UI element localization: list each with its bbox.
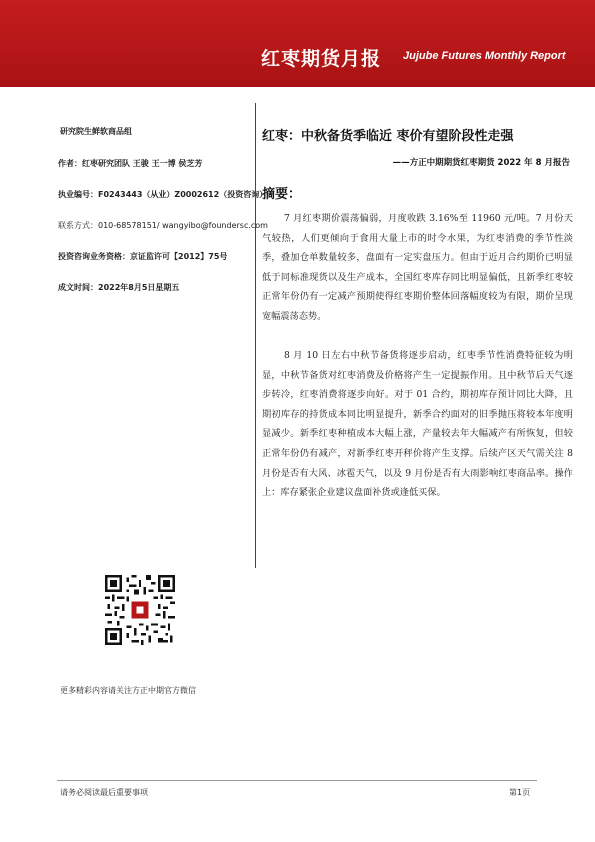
- qr-caption: 更多精彩内容请关注方正中期官方微信: [60, 686, 196, 695]
- header-banner: [0, 0, 595, 87]
- institute-label: 研究院生鲜软商品组: [60, 127, 132, 136]
- abstract-paragraph-1: 7 月红枣期价震荡偏弱，月度收跌 3.16%至 11960 元/吨。7 月份天气较热，人们更倾向于食用大量上市的时令水果，为红枣消费的季节性淡季，叠加仓单数量较多，盘面有一定实盘压力。但由于近月合约期价已明显低于同标准现货以及生产成本，全国红枣库存同比明显偏低，且新季红枣较正常年份仍有一定减产预期使得红枣期价整体回落幅度较为有限，期价呈现宽幅震荡态势。: [262, 213, 573, 322]
- contact-info: 联系方式：010-68578151/ wangyibo@foundersc.com: [58, 221, 268, 230]
- footer-disclaimer: 请务必阅读最后重要事项: [60, 788, 148, 797]
- abstract-paragraph-2: 8 月 10 日左右中秋节备货将逐步启动，红枣季节性消费特征较为明显，中秋节备货对红枣消费及价格将产生一定提振作用。且中秋节后天气逐步转冷，红枣消费将逐步向好。对于 01 合约，期初库存预计同比大降，且期初库存的持货成本同比明显提升，新季合约面对的旧季抛压将较本年度明显减少。新季红枣种植成本大幅上涨，产量较去年大幅减产有所恢复，但较正常年份仍有减产，对新季红枣开秤价将产生支撑。后续产区天气需关注 8 月份是否有大风、冰雹天气，以及 9 月份是否有大雨影响红枣商品率。操作上：库存紧张企业建议盘面补货或逢低买保。: [262, 350, 573, 499]
- consulting-license: 投资咨询业务资格：京证监许可【2012】75号: [58, 252, 228, 261]
- license-number: 执业编号：F0243443（从业）Z0002612（投资咨询）: [58, 190, 268, 199]
- report-title-en: Jujube Futures Monthly Report: [403, 50, 566, 62]
- article-subtitle: ——方正中期期货红枣期货 2022 年 8 月报告: [392, 158, 570, 168]
- footer-divider: [57, 780, 537, 781]
- report-date: 成文时间：2022年8月5日星期五: [58, 283, 180, 292]
- column-divider: [255, 103, 256, 568]
- wechat-qr-code: [105, 575, 175, 645]
- authors: 作者：红枣研究团队 王骏 王一博 侯芝芳: [58, 159, 203, 168]
- abstract-heading: 摘要：: [262, 187, 302, 202]
- page-number: 第1页: [509, 788, 531, 797]
- report-title-cn: 红枣期货月报: [261, 48, 382, 70]
- article-title: 红枣：中秋备货季临近 枣价有望阶段性走强: [262, 129, 514, 144]
